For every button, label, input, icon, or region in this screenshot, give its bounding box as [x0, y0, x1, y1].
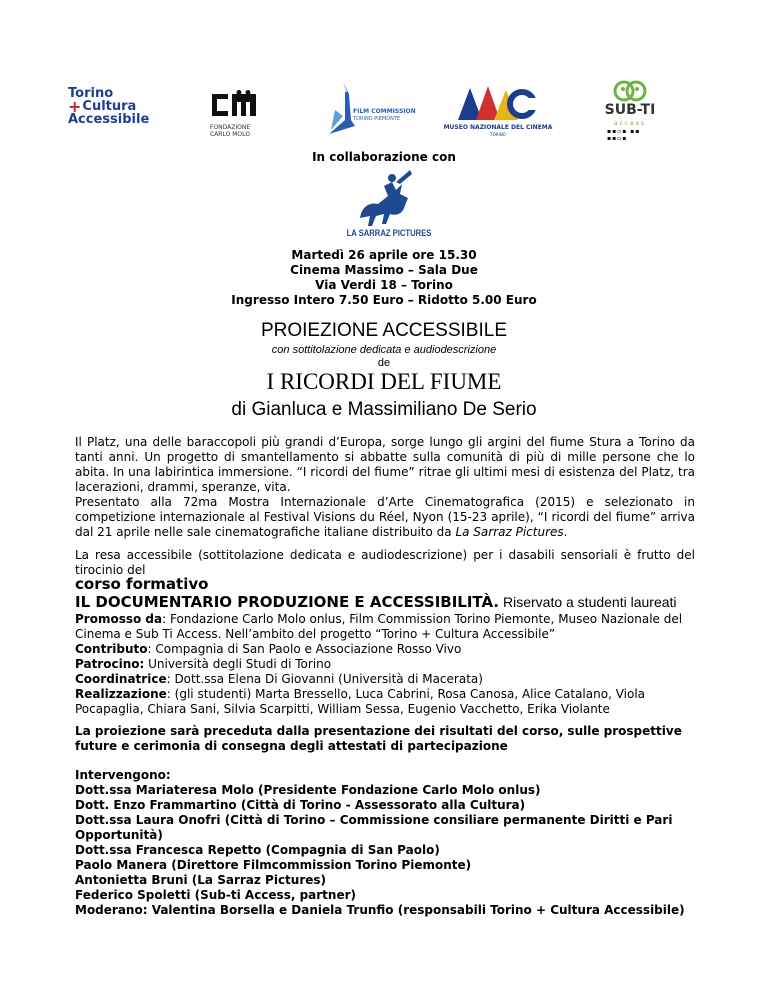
speaker-item: Federico Spoletti (Sub-ti Access, partner) — [75, 888, 357, 902]
course-line-1: corso formativo — [75, 575, 209, 593]
description-paragraph-3: La resa accessibile (sottitolazione dedicata e audiodescrizione) per i dasabili sensoriali è frutto del tirocinio del — [75, 548, 695, 577]
speaker-item: Dott.ssa Mariateresa Molo (Presidente Fondazione Carlo Molo onlus) — [75, 783, 541, 797]
horse-rider-icon — [340, 168, 428, 228]
fondazione-carlo-molo-logo — [210, 90, 270, 138]
speaker-item: Antonietta Bruni (La Sarraz Pictures) — [75, 873, 327, 887]
cm-text-2: CARLO MOLO — [210, 131, 250, 138]
presentation-note: La proiezione sarà preceduta dalla presentazione dei risultati del corso, sulle prospettive future e cerimonia di consegna degli attestati di partecipazione — [75, 724, 682, 753]
fc-text-1: FILM COMMISSION — [353, 108, 416, 115]
subti-text: SUB-TI — [604, 102, 656, 118]
collab-label: In collaborazione con — [312, 150, 456, 164]
braille-dots-icon: ▪▪▫▪ ▪▪ ▪▪▫▪ — [607, 128, 641, 142]
event-address: Via Verdi 18 – Torino — [315, 278, 453, 292]
credit-contributo — [75, 642, 695, 657]
credit-label: Coordinatrice — [75, 672, 167, 686]
credit-text: Compagnia di San Paolo e Associazione Rosso Vivo — [155, 642, 462, 656]
mnc-sub: TORINO — [490, 132, 506, 137]
credit-patrocino — [75, 657, 695, 672]
la-sarraz-pictures-logo — [340, 168, 432, 244]
film-commission-logo — [325, 80, 425, 140]
torino-logo-line2: Cultura — [82, 99, 137, 114]
course-line-2 — [75, 594, 715, 611]
speaker-item: Dott. Enzo Frammartino (Città di Torino - Assessorato alla Cultura) — [75, 798, 526, 812]
course-title: IL DOCUMENTARIO PRODUZIONE E ACCESSIBILITÀ. — [75, 593, 500, 611]
credit-text: Dott.ssa Elena Di Giovanni (Università di Macerata) — [174, 672, 483, 686]
torino-logo-line3: Accessibile — [68, 112, 150, 127]
event-date: Martedì 26 aprile ore 15.30 — [291, 248, 477, 262]
credit-promosso — [75, 612, 695, 642]
credit-realizzazione — [75, 687, 695, 717]
credit-sep: : — [166, 672, 175, 686]
projection-subtitle: con sottitolazione dedicata e audiodescrizione — [271, 344, 497, 356]
credit-coordinatrice — [75, 672, 695, 687]
la-sarraz-text: LA SARRAZ PICTURES — [346, 228, 432, 238]
mnc-text: MUSEO NAZIONALE DEL CINEMA — [443, 124, 553, 131]
description-paragraph-2 — [75, 495, 695, 540]
credit-text: (gli studenti) Marta Bressello, Luca Cabrini, Rosa Canosa, Alice Catalano, Viola Pocapaglia, Chiara Sani, Silvia Scarpitti, William Sessa, Eugenio Vacchetto, Erika Violante — [75, 687, 646, 716]
credits-block — [75, 612, 695, 717]
film-authors: di Gianluca e Massimiliano De Serio — [231, 399, 537, 420]
description-p2-text: Presentato alla 72ma Mostra Internazionale d’Arte Cinematografica (2015) e selezionato in competizione internazionale al Festival Visions du Réel, Nyon (15-23 aprile), “I ricordi del fiume” arriva dal 21 aprile nelle sale cinematografiche italiane distribuito da — [75, 495, 695, 539]
description-paragraph-1: Il Platz, una delle baraccopoli più grandi d’Europa, sorge lungo gli argini del fiume Stura a Torino da tanti anni. Un progetto di smantellamento si abbatte sulla comunità di più di mille persone che lo abita. In una labirintica immersione. “I ricordi del fiume” ritrae gli ultimi mesi di esistenza del Platz, tra lacerazioni, drammi, speranze, vita. — [75, 435, 695, 494]
subti-mark-icon — [610, 80, 650, 102]
speakers-block — [75, 768, 695, 918]
film-title: I RICORDI DEL FIUME — [266, 369, 502, 394]
mnc-mark-icon — [448, 82, 548, 122]
credit-label: Promosso da — [75, 612, 163, 626]
credit-label: Patrocino: — [75, 657, 145, 671]
torino-logo-line1: Torino — [68, 86, 114, 101]
speaker-item: Dott.ssa Francesca Repetto (Compagnia di San Paolo) — [75, 843, 440, 857]
museo-nazionale-cinema-logo — [443, 82, 553, 140]
description-p2-end: . — [563, 525, 568, 539]
speaker-item: Moderano: Valentina Borsella e Daniela Trunfio (responsabili Torino + Cultura Accessibile) — [75, 903, 685, 917]
credit-text: Fondazione Carlo Molo onlus, Film Commission Torino Piemonte, Museo Nazionale del Cinema e Sub Ti Access. Nell’ambito del progetto “Torino + Cultura Accessibile” — [75, 612, 683, 641]
logos-row — [60, 80, 720, 140]
speaker-item: Dott.ssa Laura Onofri (Città di Torino – Commissione consiliare permanente Diritti e Pari Opportunità) — [75, 813, 673, 842]
credit-text: Università degli Studi di Torino — [148, 657, 332, 671]
credit-label: Contributo — [75, 642, 148, 656]
course-reserved: Riservato a studenti laureati — [499, 594, 677, 610]
plus-icon: + — [68, 97, 82, 116]
torino-cultura-accessibile-logo — [68, 87, 148, 132]
event-venue: Cinema Massimo – Sala Due — [290, 263, 478, 277]
fc-text-2: TORINO PIEMONTE — [353, 116, 401, 122]
credit-sep: : — [147, 642, 156, 656]
credit-label: Realizzazione — [75, 687, 167, 701]
cm-text-1: FONDAZIONE — [210, 124, 251, 131]
speaker-item: Paolo Manera (Direttore Filmcommission Torino Piemonte) — [75, 858, 472, 872]
credit-sep: : — [162, 612, 170, 626]
cm-mark-icon — [210, 90, 258, 120]
credit-sep: : — [166, 687, 175, 701]
event-price: Ingresso Intero 7.50 Euro – Ridotto 5.00 Euro — [231, 293, 537, 307]
subti-access-logo — [595, 80, 665, 140]
projection-de: de — [377, 357, 391, 369]
speakers-heading: Intervengono: — [75, 768, 171, 782]
projection-kind: PROIEZIONE ACCESSIBILE — [260, 320, 508, 341]
description-p2-distributor: La Sarraz Pictures — [455, 525, 564, 539]
subti-sub: access — [613, 120, 647, 127]
